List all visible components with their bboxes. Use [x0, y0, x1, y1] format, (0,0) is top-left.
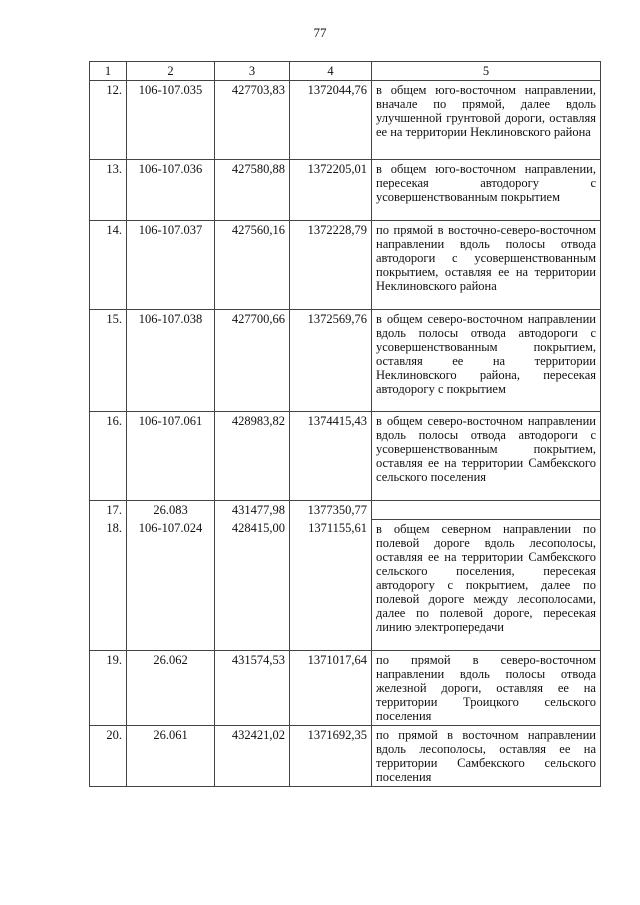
point-code: 26.061: [127, 725, 215, 786]
table-row: [90, 650, 601, 725]
route-description: в общем юго-восточном направлении, вначале по прямой, далее вдоль улучшенной грунтовой дороги, оставляя ее на территории Неклиновского района: [372, 81, 601, 160]
coord-y: 1372228,79: [290, 221, 372, 310]
row-number: 14.: [90, 221, 127, 310]
coord-x: 431574,53: [215, 650, 290, 725]
boundary-table: [89, 61, 601, 787]
header-col-2: 2: [127, 62, 215, 81]
header-col-5: 5: [372, 62, 601, 81]
point-code: 26.083: [127, 501, 215, 520]
route-description: [372, 501, 601, 520]
route-description: в общем северо-восточном направлении вдоль полосы отвода автодороги с усовершенствованным покрытием, оставляя ее на территории Неклиновского района, пересекая автодорогу с покрытием: [372, 310, 601, 412]
row-number: 13.: [90, 160, 127, 221]
route-description: в общем северном направлении по полевой дороге вдоль лесополосы, оставляя ее на территории Самбекского сельского поселения, пересекая автодорогу с покрытием, далее по полевой дороге между лесополосами, далее по полевой дороге, пересекая линию электропередачи: [372, 519, 601, 650]
coord-x: 428983,82: [215, 412, 290, 501]
table-row: [90, 81, 601, 160]
table-row: [90, 160, 601, 221]
coord-y: 1377350,77: [290, 501, 372, 520]
route-description: по прямой в восточном направлении вдоль лесополосы, оставляя ее на территории Самбекского сельского поселения: [372, 725, 601, 786]
coord-x: 427703,83: [215, 81, 290, 160]
page-number: 77: [313, 25, 327, 40]
coord-x: 427700,66: [215, 310, 290, 412]
row-number: 16.: [90, 412, 127, 501]
coord-y: 1372569,76: [290, 310, 372, 412]
coord-x: 432421,02: [215, 725, 290, 786]
coord-y: 1372044,76: [290, 81, 372, 160]
table-row: [90, 725, 601, 786]
row-number: 17.: [90, 501, 127, 520]
header-col-1: 1: [90, 62, 127, 81]
table-row: [90, 519, 601, 650]
point-code: 26.062: [127, 650, 215, 725]
route-description: по прямой в северо-восточном направлении вдоль полосы отвода железной дороги, оставляя ее на территории Троицкого сельского поселения: [372, 650, 601, 725]
coord-x: 427580,88: [215, 160, 290, 221]
coord-x: 427560,16: [215, 221, 290, 310]
header-col-3: 3: [215, 62, 290, 81]
point-code: 106-107.037: [127, 221, 215, 310]
table-row: [90, 310, 601, 412]
row-number: 19.: [90, 650, 127, 725]
point-code: 106-107.036: [127, 160, 215, 221]
coord-y: 1371155,61: [290, 519, 372, 650]
route-description: в общем северо-восточном направлении вдоль полосы отвода автодороги с усовершенствованным покрытием, оставляя ее на территории Самбекского сельского поселения: [372, 412, 601, 501]
row-number: 15.: [90, 310, 127, 412]
table-row: [90, 412, 601, 501]
coord-y: 1371017,64: [290, 650, 372, 725]
coord-y: 1372205,01: [290, 160, 372, 221]
row-number: 20.: [90, 725, 127, 786]
table-header-row: [90, 62, 601, 81]
coord-y: 1371692,35: [290, 725, 372, 786]
route-description: в общем юго-восточном направлении, пересекая автодорогу с усовершенствованным покрытием: [372, 160, 601, 221]
coord-y: 1374415,43: [290, 412, 372, 501]
table-row: [90, 221, 601, 310]
row-number: 12.: [90, 81, 127, 160]
coord-x: 428415,00: [215, 519, 290, 650]
table-row: [90, 501, 601, 520]
header-col-4: 4: [290, 62, 372, 81]
point-code: 106-107.035: [127, 81, 215, 160]
route-description: по прямой в восточно-северо-восточном направлении вдоль полосы отвода автодороги с усовершенствованным покрытием, оставляя ее на территории Неклиновского района: [372, 221, 601, 310]
point-code: 106-107.024: [127, 519, 215, 650]
point-code: 106-107.061: [127, 412, 215, 501]
point-code: 106-107.038: [127, 310, 215, 412]
coord-x: 431477,98: [215, 501, 290, 520]
row-number: 18.: [90, 519, 127, 650]
